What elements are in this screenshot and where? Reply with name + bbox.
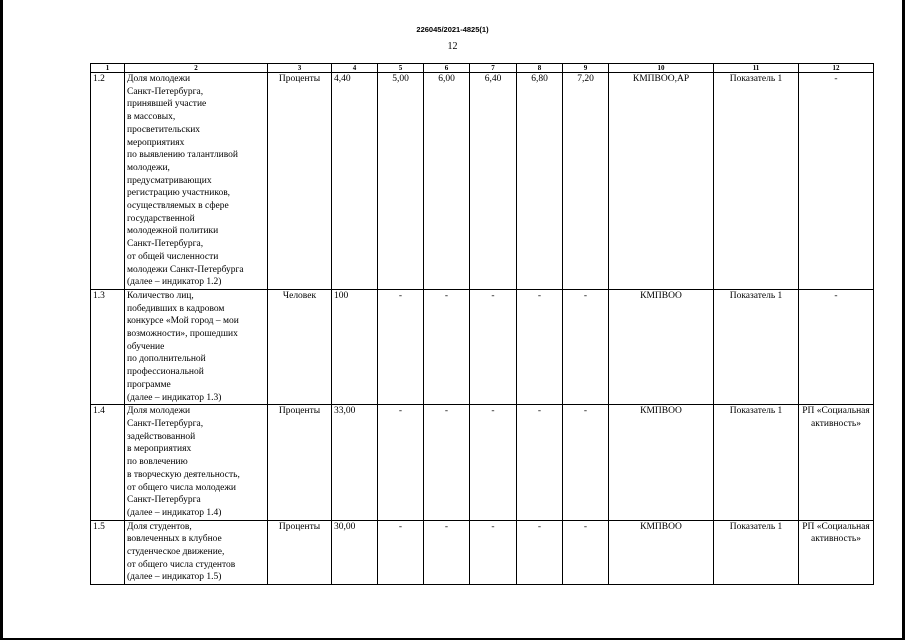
text-line: молодежи, [127,162,170,173]
text-line: государственной [127,213,195,224]
value-cell: 5,00 [378,73,424,290]
text-line: вовлеченных в клубное [127,534,222,545]
column-number: 6 [424,64,470,73]
note-cell [799,405,874,520]
value-cell: 30,00 [332,520,378,585]
responsible-cell [609,289,714,404]
text-line: активность» [811,534,861,545]
target-indicator-cell: Показатель 1 [714,520,799,585]
text-line: молодежи Санкт-Петербурга [127,264,244,275]
value-cell: - [424,405,470,520]
text-line: предусматривающих [127,175,212,186]
text-line: от общего числа молодежи [127,482,237,493]
text-line: молодежной политики [127,226,219,237]
text-line: КМПВОО [640,290,682,301]
indicator-number: 1.4 [91,405,125,520]
column-number: 12 [799,64,874,73]
unit-cell: Проценты [268,73,332,290]
text-line: (далее – индикатор 1.5) [127,572,222,583]
text-line: возможности», прошедших [127,329,238,340]
text-line: программе [127,379,171,390]
text-line: просветительских [127,124,201,135]
target-indicator-cell: Показатель 1 [714,405,799,520]
text-line: - [834,290,838,301]
value-cell: - [470,520,517,585]
indicator-name [125,289,268,404]
unit-cell: Проценты [268,520,332,585]
indicator-number: 1.3 [91,289,125,404]
text-line: (далее – индикатор 1.2) [127,277,222,288]
document-id: 226045/2021-4825(1) [416,25,489,34]
table-row [91,289,874,404]
text-line: Доля студентов, [127,521,192,532]
text-line: студенческое движение, [127,547,225,558]
column-number: 8 [517,64,563,73]
text-line: Санкт-Петербурга [127,495,201,506]
text-line: по выявлению талантливой [127,150,239,161]
value-cell: 100 [332,289,378,404]
page-number: 12 [447,41,458,52]
text-line: - [834,74,838,84]
value-cell: - [378,405,424,520]
value-cell: - [563,405,609,520]
text-line: обучение [127,341,165,352]
responsible-cell [609,405,714,520]
text-line: КМПВОО [640,521,682,532]
value-cell: - [563,289,609,404]
text-line: от общей численности [127,251,219,262]
value-cell: - [378,520,424,585]
value-cell: - [378,289,424,404]
text-line: (далее – индикатор 1.4) [127,507,222,518]
text-line: в мероприятиях [127,444,192,455]
column-number: 4 [332,64,378,73]
text-line: по дополнительной [127,354,206,365]
text-line: Количество лиц, [127,290,194,301]
value-cell: 6,00 [424,73,470,290]
responsible-cell [609,73,714,290]
value-cell: 33,00 [332,405,378,520]
text-line: РП «Социальная [802,521,870,532]
scan-edge-left [0,0,3,640]
target-indicator-cell: Показатель 1 [714,73,799,290]
text-line: Санкт-Петербурга, [127,239,204,250]
unit-cell: Человек [268,289,332,404]
value-cell: 7,20 [563,73,609,290]
value-cell: - [517,405,563,520]
text-line: профессиональной [127,367,204,378]
target-indicator-cell: Показатель 1 [714,289,799,404]
value-cell: - [563,520,609,585]
text-line: КМПВОО, [632,74,677,84]
indicator-name [125,405,268,520]
text-line: мероприятиях [127,137,185,148]
column-number: 10 [609,64,714,73]
column-number: 5 [378,64,424,73]
column-number: 9 [563,64,609,73]
indicator-number: 1.2 [91,73,125,290]
text-line: осуществляемых в сфере [127,201,229,212]
note-cell [799,520,874,585]
value-cell: 4,40 [332,73,378,290]
note-cell [799,73,874,290]
value-cell: - [424,289,470,404]
text-line: Санкт-Петербурга, [127,418,204,429]
value-cell: 6,80 [517,73,563,290]
responsible-cell [609,520,714,585]
text-line: принявшей участие [127,99,207,110]
text-line: Доля молодежи [127,406,191,417]
table-row [91,73,874,290]
column-number-row [91,64,874,73]
text-line: РП «Социальная [802,406,870,417]
text-line: конкурсе «Мой город – мои [127,316,239,327]
text-line: Доля молодежи [127,74,191,84]
value-cell: 6,40 [470,73,517,290]
text-line: Санкт-Петербурга, [127,86,204,97]
column-number: 11 [714,64,799,73]
column-number: 7 [470,64,517,73]
text-line: в массовых, [127,112,176,123]
text-line: задействованной [127,431,196,442]
text-line: активность» [811,418,861,429]
text-line: (далее – индикатор 1.3) [127,392,222,403]
unit-cell: Проценты [268,405,332,520]
value-cell: - [470,405,517,520]
text-line: победивших в кадровом [127,303,225,314]
indicator-name [125,520,268,585]
note-cell [799,289,874,404]
value-cell: - [470,289,517,404]
table-row [91,405,874,520]
column-number: 3 [268,64,332,73]
column-number: 2 [125,64,268,73]
value-cell: - [517,520,563,585]
table-row [91,520,874,585]
indicators-table [90,63,874,585]
text-line: от общего числа студентов [127,559,236,570]
text-line: АР [676,74,690,84]
indicator-number: 1.5 [91,520,125,585]
text-line: в творческую деятельность, [127,469,240,480]
value-cell: - [424,520,470,585]
text-line: КМПВОО [640,406,682,417]
indicator-name [125,73,268,290]
column-number: 1 [91,64,125,73]
text-line: по вовлечению [127,457,188,468]
value-cell: - [517,289,563,404]
text-line: регистрацию участников, [127,188,231,199]
